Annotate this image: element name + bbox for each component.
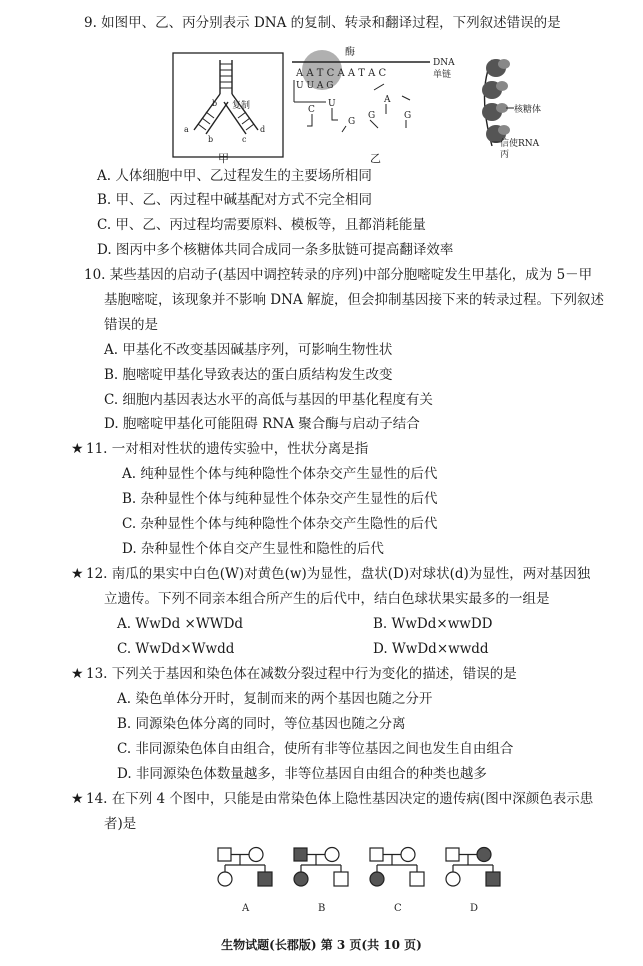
q10-option-b: B. 胞嘧啶甲基化导致表达的蛋白质结构发生改变 <box>104 367 393 383</box>
q14-stem-line2: 者)是 <box>104 816 137 832</box>
pedigree-d-mother-affected <box>477 848 491 862</box>
q11-option-c: C. 杂种显性个体与纯种隐性个体杂交产生隐性的后代 <box>122 516 438 532</box>
pedigree-b-father-affected <box>294 848 307 861</box>
svg-text:单链: 单链 <box>433 70 452 80</box>
q9-figure-yi <box>290 44 462 154</box>
pedigree-b-son <box>334 872 348 886</box>
svg-text:DNA: DNA <box>433 58 455 68</box>
q13-option-d: D. 非同源染色体数量越多，非等位基因自由组合的种类也越多 <box>117 766 487 782</box>
pedigree-label-d: D <box>470 903 479 914</box>
pedigree-c-son <box>410 872 424 886</box>
q9-option-a: A. 人体细胞中甲、乙过程发生的主要场所相同 <box>97 168 372 184</box>
pedigree-b-mother <box>325 848 339 862</box>
pedigree-d-father <box>446 848 459 861</box>
page-footer: 生物试题(长郡版) 第 3 页(共 10 页) <box>221 938 422 952</box>
q11-option-d: D. 杂种显性个体自交产生显性和隐性的后代 <box>122 541 384 557</box>
q9-option-c: C. 甲、乙、丙过程均需要原料、模板等，且都消耗能量 <box>97 217 426 233</box>
pedigree-c-father <box>370 848 383 861</box>
pedigree-c-mother <box>401 848 415 862</box>
rna-sequence: U U A G <box>296 81 334 91</box>
pedigree-c-daughter-affected <box>370 872 384 886</box>
q12-option-b: B. WwDd×wwDD <box>373 616 493 632</box>
q13-option-c: C. 非同源染色体自由组合，使所有非等位基因之间也发生自由组合 <box>117 741 514 757</box>
star-icon: ★ <box>71 441 84 457</box>
q14-stem-line1: 14. 在下列 4 个图中，只能是由常染色体上隐性基因决定的遗传病(图中深颜色表示患 <box>86 791 594 807</box>
q12-stem-line2: 立遗传。下列不同亲本组合所产生的后代中，结白色球状果实最多的一组是 <box>104 591 550 607</box>
q10-stem-line3: 错误的是 <box>104 317 158 333</box>
svg-text:G: G <box>368 111 376 121</box>
svg-text:b: b <box>212 99 218 108</box>
star-icon: ★ <box>71 791 84 807</box>
fork-label: 复制 <box>232 101 251 111</box>
pedigree-d-daughter <box>446 872 460 886</box>
svg-text:G: G <box>404 111 412 121</box>
q10-option-a: A. 甲基化不改变基因碱基序列，可影响生物性状 <box>104 342 393 358</box>
q12-option-d: D. WwDd×wwdd <box>373 641 489 657</box>
q13-option-a: A. 染色单体分开时，复制而来的两个基因也随之分开 <box>117 691 433 707</box>
svg-text:A: A <box>384 95 391 105</box>
pedigree-b-daughter-affected <box>294 872 308 886</box>
pedigree-label-c: C <box>394 903 402 914</box>
q9-stem: 9. 如图甲、乙、丙分别表示 DNA 的复制、转录和翻译过程，下列叙述错误的是 <box>84 15 561 31</box>
svg-text:U: U <box>328 99 336 109</box>
q10-stem-line2: 基胞嘧啶，该现象并不影响 DNA 解旋，但会抑制基因接下来的转录过程。下列叙述 <box>104 292 604 308</box>
svg-text:信使RNA: 信使RNA <box>500 139 540 149</box>
svg-text:d: d <box>260 125 266 134</box>
q12-option-a: A. WwDd ×WWDd <box>117 616 244 632</box>
svg-text:G: G <box>348 117 356 127</box>
svg-text:b: b <box>208 135 214 144</box>
svg-text:a: a <box>184 125 189 134</box>
enzyme-label: 酶 <box>345 47 355 58</box>
svg-text:核糖体: 核糖体 <box>514 105 542 115</box>
pedigree-d-son-affected <box>486 872 500 886</box>
q13-stem: 13. 下列关于基因和染色体在减数分裂过程中行为变化的描述，错误的是 <box>86 666 517 682</box>
q10-stem-line1: 10. 某些基因的启动子(基因中调控转录的序列)中部分胞嘧啶发生甲基化，成为 5－甲 <box>84 267 593 283</box>
pedigree-a-daughter <box>218 872 232 886</box>
q11-option-b: B. 杂种显性个体与纯种显性个体杂交产生显性的后代 <box>122 491 438 507</box>
q12-stem-line1: 12. 南瓜的果实中白色(W)对黄色(w)为显性，盘状(D)对球状(d)为显性，两对基因独 <box>86 566 591 582</box>
star-icon: ★ <box>71 566 84 582</box>
pedigree-a-son-affected <box>258 872 272 886</box>
q12-option-c: C. WwDd×Wwdd <box>117 641 235 657</box>
fig-jia-label: 甲 <box>218 152 229 165</box>
pedigree-a-father <box>218 848 231 861</box>
star-icon: ★ <box>71 666 84 682</box>
q10-option-d: D. 胞嘧啶甲基化可能阻碍 RNA 聚合酶与启动子结合 <box>104 416 420 432</box>
q11-stem: 11. 一对相对性状的遗传实验中，性状分离是指 <box>86 441 369 457</box>
svg-text:丙: 丙 <box>500 150 510 158</box>
pedigree-label-a: A <box>242 903 250 914</box>
q9-option-d: D. 图丙中多个核糖体共同合成同一条多肽链可提高翻译效率 <box>97 242 454 258</box>
pedigree-a-mother <box>249 848 263 862</box>
q9-figure-bing <box>478 50 558 158</box>
svg-text:C: C <box>308 105 315 115</box>
q9-figure-jia <box>172 52 284 158</box>
q10-option-c: C. 细胞内基因表达水平的高低与基因的甲基化程度有关 <box>104 392 433 408</box>
fig-yi-label: 乙 <box>370 152 381 165</box>
q14-pedigrees <box>210 845 520 917</box>
pedigree-label-b: B <box>318 903 326 914</box>
q9-option-b: B. 甲、乙、丙过程中碱基配对方式不完全相同 <box>97 192 373 208</box>
q11-option-a: A. 纯种显性个体与纯种隐性个体杂交产生显性的后代 <box>122 466 438 482</box>
dna-sequence: A A T C A A T A C <box>296 68 387 79</box>
svg-text:c: c <box>242 135 247 144</box>
q13-option-b: B. 同源染色体分离的同时，等位基因也随之分离 <box>117 716 406 732</box>
